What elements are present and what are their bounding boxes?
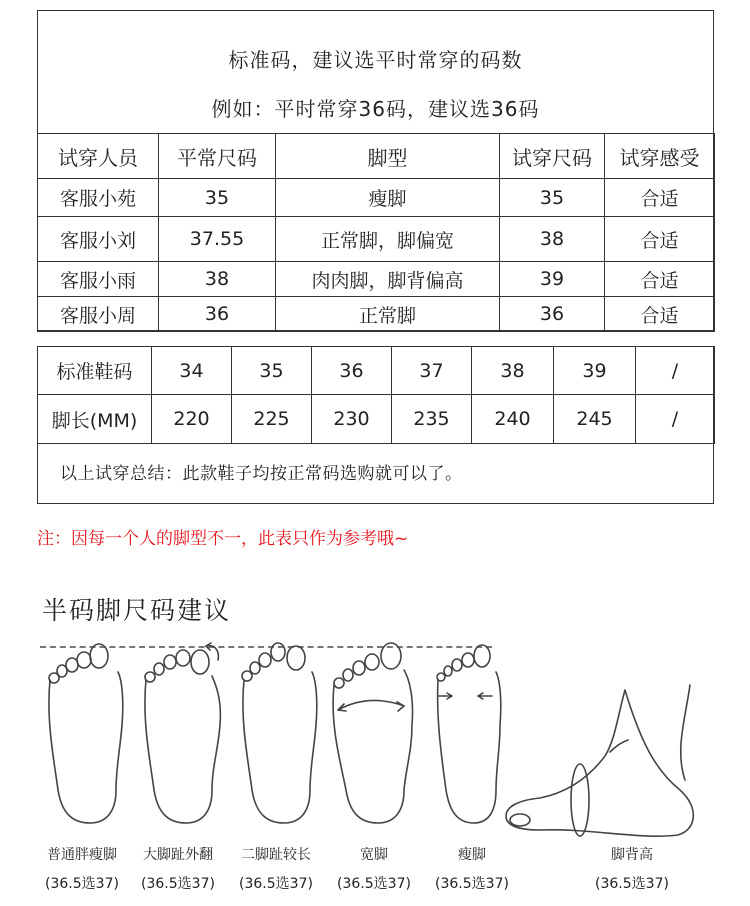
table-cell: 肉肉脚，脚背偏高 xyxy=(276,262,500,297)
header-cell: 脚型 xyxy=(276,134,500,179)
table-cell: 35 xyxy=(500,179,605,217)
foot-narrow-icon xyxy=(437,645,501,823)
table-cell: 正常脚 xyxy=(276,297,500,332)
table-cell: 245 xyxy=(554,395,636,444)
trial-box xyxy=(37,10,714,331)
row-label: 标准鞋码 xyxy=(38,347,152,395)
size-box xyxy=(37,346,714,504)
table-cell: 客服小雨 xyxy=(38,262,159,297)
table-cell: 37 xyxy=(392,347,472,395)
table-cell: 38 xyxy=(472,347,554,395)
table-cell: 230 xyxy=(312,395,392,444)
table-cell: 合适 xyxy=(605,179,715,217)
foot-normal-icon xyxy=(49,644,123,823)
intro-line-2: 例如：平时常穿36码，建议选36码 xyxy=(211,97,540,121)
foot-bunion-icon xyxy=(145,643,220,823)
table-cell: 35 xyxy=(232,347,312,395)
header-cell: 试穿尺码 xyxy=(500,134,605,179)
disclaimer-note: 注：因每一个人的脚型不一，此表只作为参考哦~ xyxy=(37,529,409,549)
table-cell: 240 xyxy=(472,395,554,444)
trial-summary: 以上试穿总结：此款鞋子均按正常码选购就可以了。 xyxy=(60,464,463,484)
size-row xyxy=(38,347,715,395)
foot-label: 二脚趾较长 xyxy=(241,847,311,863)
header-cell: 试穿感受 xyxy=(605,134,715,179)
table-cell: 36 xyxy=(500,297,605,332)
table-cell: 客服小周 xyxy=(38,297,159,332)
foot-size: (36.5选37) xyxy=(337,876,411,892)
table-cell: 34 xyxy=(152,347,232,395)
row-label: 脚长(MM) xyxy=(38,395,152,444)
foot-size: (36.5选37) xyxy=(141,876,215,892)
table-row xyxy=(38,297,715,332)
table-row xyxy=(38,217,715,262)
table-cell: 38 xyxy=(500,217,605,262)
foot-size: (36.5选37) xyxy=(435,876,509,892)
size-table xyxy=(37,346,715,444)
table-cell: 瘦脚 xyxy=(276,179,500,217)
foot-wide-icon xyxy=(333,643,412,823)
table-cell: 合适 xyxy=(605,217,715,262)
table-cell: 合适 xyxy=(605,297,715,332)
foot-size: (36.5选37) xyxy=(239,876,313,892)
foot-long-second-toe-icon xyxy=(242,643,317,823)
table-cell: 235 xyxy=(392,395,472,444)
foot-label: 普通胖瘦脚 xyxy=(47,847,117,863)
intro-line-1: 标准码，建议选平时常穿的码数 xyxy=(228,48,523,72)
table-cell: 正常脚，脚偏宽 xyxy=(276,217,500,262)
table-cell: 39 xyxy=(554,347,636,395)
table-cell: 36 xyxy=(159,297,276,332)
foot-label: 脚背高 xyxy=(611,847,653,863)
foot-high-instep-icon xyxy=(506,685,693,836)
header-cell: 试穿人员 xyxy=(38,134,159,179)
foot-label: 大脚趾外翻 xyxy=(143,847,213,863)
table-cell: 35 xyxy=(159,179,276,217)
table-cell: 37.55 xyxy=(159,217,276,262)
foot-length-row xyxy=(38,395,715,444)
table-cell: / xyxy=(636,395,715,444)
table-cell: 合适 xyxy=(605,262,715,297)
header-cell: 平常尺码 xyxy=(159,134,276,179)
table-row xyxy=(38,262,715,297)
table-cell: 客服小苑 xyxy=(38,179,159,217)
table-cell: 36 xyxy=(312,347,392,395)
table-cell: 225 xyxy=(232,395,312,444)
foot-size: (36.5选37) xyxy=(45,876,119,892)
trial-table-header xyxy=(38,134,715,179)
foot-size: (36.5选37) xyxy=(595,876,669,892)
trial-table xyxy=(37,133,715,332)
table-cell: 客服小刘 xyxy=(38,217,159,262)
section-title: 半码脚尺码建议 xyxy=(42,596,232,625)
table-cell: 39 xyxy=(500,262,605,297)
table-cell: 38 xyxy=(159,262,276,297)
foot-label: 宽脚 xyxy=(360,847,388,863)
foot-label: 瘦脚 xyxy=(458,847,486,863)
table-cell: / xyxy=(636,347,715,395)
table-cell: 220 xyxy=(152,395,232,444)
table-row xyxy=(38,179,715,217)
